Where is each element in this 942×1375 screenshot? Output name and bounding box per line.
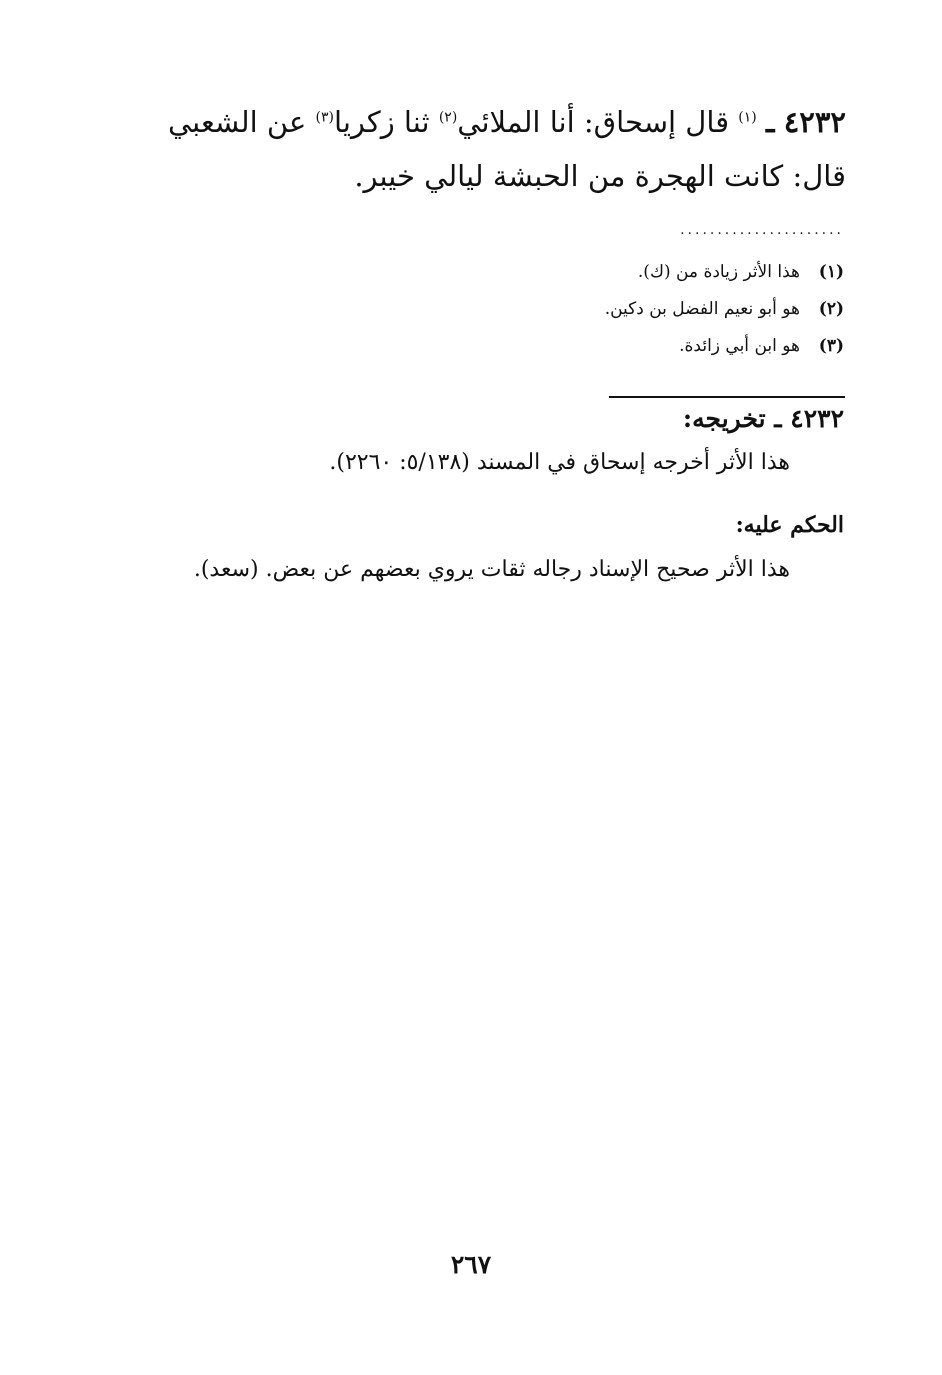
hadith-text-part-1: قال إسحاق: أنا الملائي xyxy=(457,105,730,139)
footnote-text: هو ابن أبي زائدة. xyxy=(679,336,800,356)
takhrij-text: هذا الأثر أخرجه إسحاق في المسند (٥/١٣٨: ٢٢٦٠). xyxy=(329,450,790,475)
section-divider xyxy=(609,396,845,398)
footnote-marker-2: (٢) xyxy=(438,109,458,126)
hadith-text-part-3: عن الشعبي xyxy=(168,105,307,139)
page-number: ٢٦٧ xyxy=(450,1250,492,1279)
takhrij-heading: ٤٢٣٢ ـ تخريجه: xyxy=(682,404,844,433)
hukm-text: هذا الأثر صحيح الإسناد رجاله ثقات يروي بعضهم عن بعض. (سعد). xyxy=(193,557,790,582)
footnote-text: هو أبو نعيم الفضل بن دكين. xyxy=(604,299,800,319)
hukm-heading: الحكم عليه: xyxy=(735,512,844,538)
footnote-number: (١) xyxy=(818,262,844,282)
footnote-number: (٣) xyxy=(818,336,844,356)
footnote-number: (٢) xyxy=(818,299,844,319)
hadith-line-1 xyxy=(116,104,846,140)
footnote-1 xyxy=(444,254,844,291)
footnotes xyxy=(444,254,844,365)
hadith-line-2: قال: كانت الهجرة من الحبشة ليالي خيبر. xyxy=(354,159,846,193)
footnote-text: هذا الأثر زيادة من (ك). xyxy=(637,262,800,282)
footnote-marker-1: (١) xyxy=(738,109,757,126)
footnote-marker-3: (٣) xyxy=(315,109,334,126)
hadith-dash: ـ xyxy=(765,105,775,139)
hadith-number: ٤٢٣٢ xyxy=(783,105,846,139)
footnote-3 xyxy=(444,328,844,365)
hadith-text-part-2: ثنا زكريا xyxy=(333,105,430,139)
footnote-separator: ...................... xyxy=(680,222,844,234)
footnote-2 xyxy=(444,291,844,328)
